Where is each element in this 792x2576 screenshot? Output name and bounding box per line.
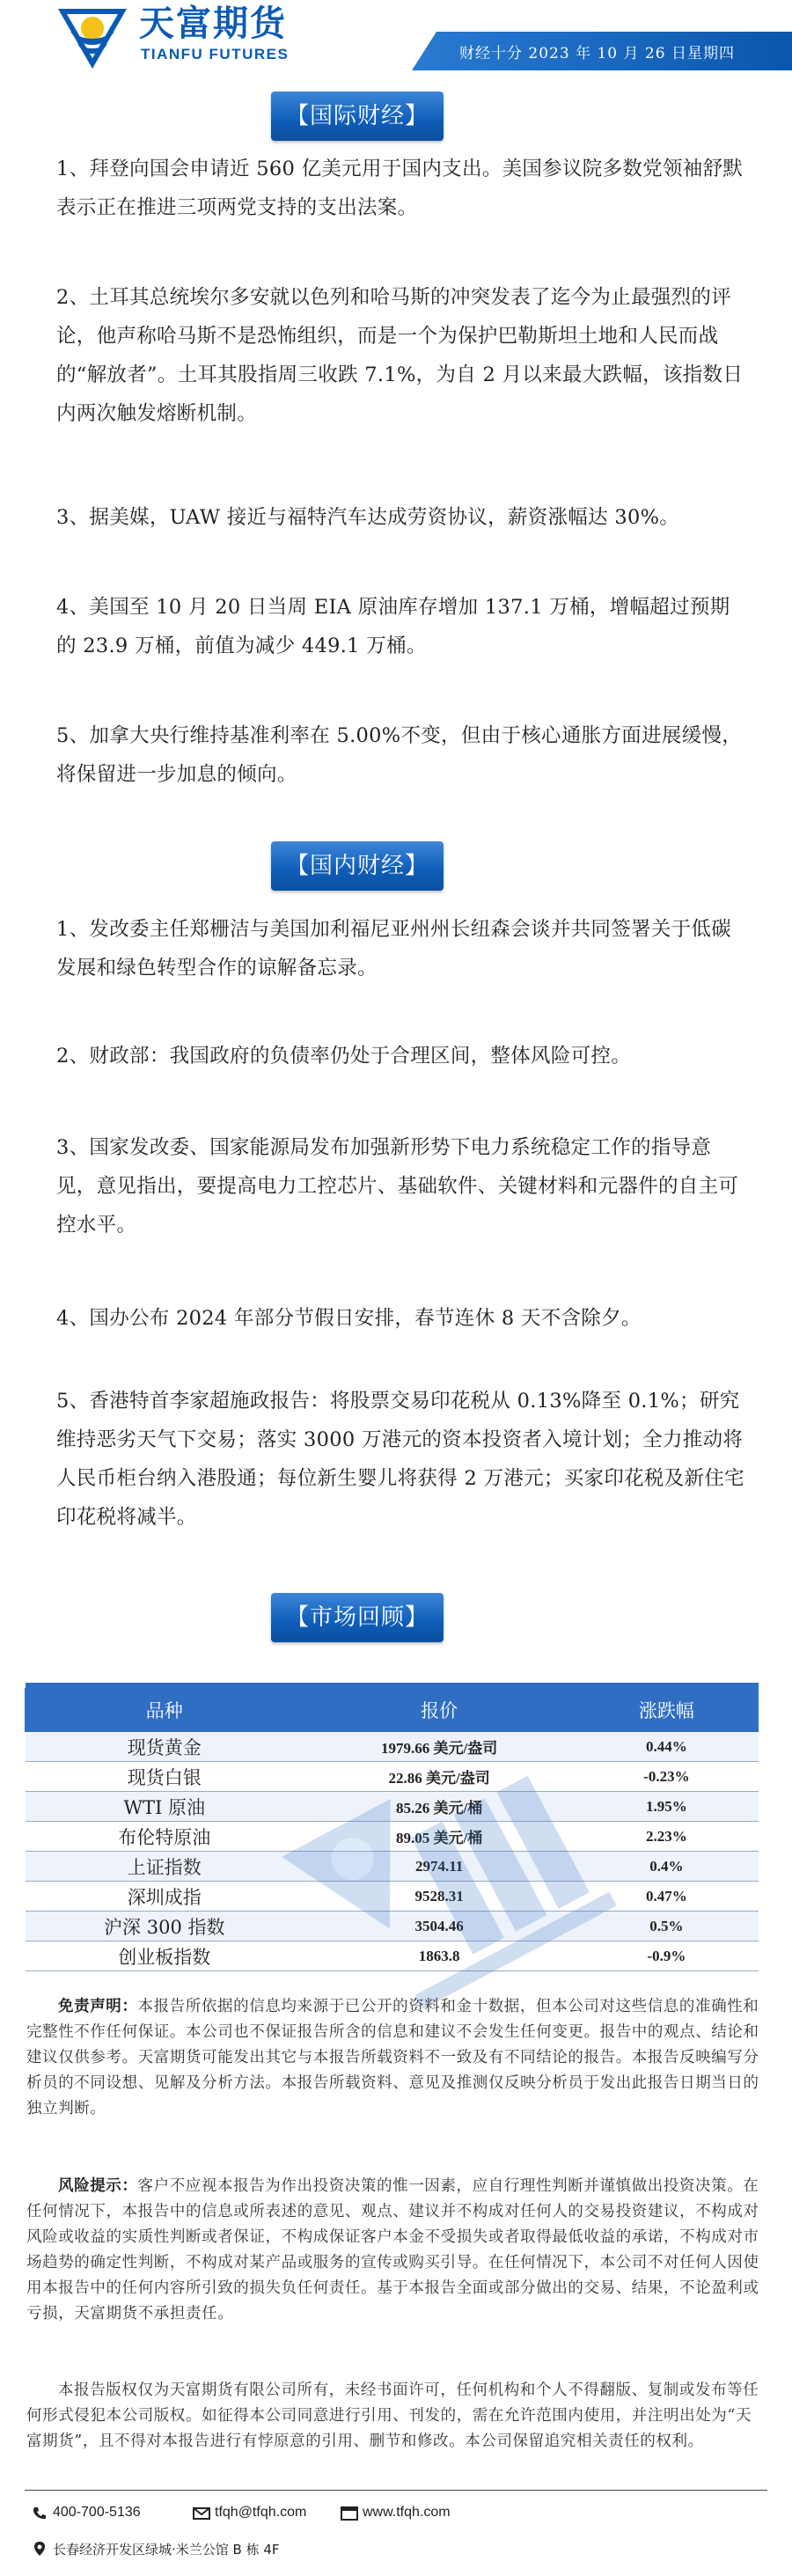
column-header-instrument: 品种 [26, 1689, 304, 1732]
section-title: 【国际财经】 [285, 103, 429, 129]
table-row [26, 1882, 759, 1912]
table-row [26, 1912, 759, 1941]
tianfu-logo-icon [55, 5, 130, 70]
disclaimer-text: 本报告所依据的信息均来源于已公开的资料和金十数据，但本公司对这些信息的准确性和完整性不作任何保证。本公司也不保证报告所含的信息和建议不会发生任何变更。报告中的观点、结论和建议仅供参考。天富期货可能发出其它与本报告所载资料不一致及有不同结论的报告。本报告反映编写分析员的不同设想、见解及分析方法。本报告所载资料、意见及推测仅反映分析员于发出此报告日期当日的独立判断。 [26, 1998, 759, 2117]
instrument-name: 现货黄金 [26, 1732, 304, 1762]
footer-divider [25, 2490, 767, 2491]
table-row [26, 1822, 759, 1852]
table-row [26, 1941, 759, 1971]
news-item: 3、据美媒，UAW 接近与福特汽车达成劳资协议，薪资涨幅达 30%。 [56, 506, 680, 529]
news-item: 4、美国至 10 月 20 日当周 EIA 原油库存增加 137.1 万桶，增幅超过预期的 23.9 万桶，前值为减少 449.1 万桶。 [56, 596, 730, 657]
instrument-price: 3504.46 [304, 1912, 575, 1941]
instrument-change: 0.5% [575, 1912, 758, 1941]
instrument-name: 沪深 300 指数 [26, 1912, 304, 1941]
news-item: 3、国家发改委、国家能源局发布加强新形势下电力系统稳定工作的指导意见，意见指出，要提高电力工控芯片、基础软件、关键材料和元器件的自主可控水平。 [56, 1136, 739, 1237]
column-header-change: 涨跌幅 [575, 1689, 758, 1732]
risk-warning-text: 客户不应视本报告为作出投资决策的惟一因素，应自行理性判断并谨慎做出投资决策。在任何情况下，本报告中的信息或所表述的意见、观点、建议并不构成对任何人的交易投资建议，不构成对风险或收益的实质性判断或者保证，不构成保证客户本金不受损失或者取得最低收益的承诺，不构成对市场趋势的确定性判断，不构成对某产品或服务的宣传或购买引导。在任何情况下，本公司不对任何人因使用本报告中的任何内容所引致的损失负任何责任。基于本报告全面或部分做出的交易、结果，不论盈利或亏损，天富期货不承担责任。 [26, 2177, 759, 2323]
table-row [26, 1852, 759, 1882]
table-row [26, 1762, 759, 1792]
phone-icon [30, 2506, 49, 2521]
footer-address: 长春经济开发区绿城·米兰公馆 B 栋 4F [53, 2542, 280, 2558]
table-row [26, 1732, 759, 1762]
section-banner-domestic [271, 841, 444, 891]
news-item: 4、国办公布 2024 年部分节假日安排，春节连休 8 天不含除夕。 [56, 1307, 642, 1330]
logo-chinese-name: 天富期货 [139, 4, 287, 44]
market-review-table [25, 1683, 759, 1971]
instrument-change: 0.44% [575, 1732, 758, 1762]
instrument-name: 布伦特原油 [26, 1822, 304, 1852]
instrument-price: 1979.66 美元/盎司 [304, 1732, 575, 1762]
email-icon [192, 2506, 211, 2521]
instrument-change: -0.9% [575, 1941, 758, 1971]
instrument-name: 深圳成指 [26, 1882, 304, 1912]
instrument-change: 0.4% [575, 1852, 758, 1882]
news-item: 1、拜登向国会申请近 560 亿美元用于国内支出。美国参议院多数党领袖舒默表示正在推进三项两党支持的支出法案。 [56, 158, 744, 219]
section-banner-international [271, 92, 444, 141]
news-item: 5、香港特首李家超施政报告：将股票交易印花税从 0.13%降至 0.1%；研究维持恶劣天气下交易；落实 3000 万港元的资本投资者入境计划；全力推动将人民币柜台纳入港股通；每位新生婴儿将获得 2 万港元；买家印花税及新住宅印花税将减半。 [56, 1390, 744, 1529]
news-item: 2、土耳其总统埃尔多安就以色列和哈马斯的冲突发表了迄今为止最强烈的评论，他声称哈马斯不是恐怖组织，而是一个为保护巴勒斯坦土地和人民而战的“解放者”。土耳其股指周三收跌 7.1%，为自 2 月以来最大跌幅，该指数日内两次触发熔断机制。 [56, 286, 744, 425]
instrument-price: 2974.11 [304, 1852, 575, 1882]
footer-email: tfqh@tfqh.com [215, 2505, 307, 2520]
section-title: 【市场回顾】 [285, 1604, 429, 1631]
disclaimer-label: 免责声明： [58, 1998, 138, 2015]
instrument-change: -0.23% [575, 1762, 758, 1792]
instrument-price: 22.86 美元/盎司 [304, 1762, 575, 1792]
location-icon [30, 2541, 49, 2557]
website-icon [340, 2506, 359, 2521]
report-date: 财经十分 2023 年 10 月 26 日星期四 [459, 45, 735, 62]
risk-warning-label: 风险提示： [58, 2177, 138, 2195]
news-item: 2、财政部：我国政府的负债率仍处于合理区间，整体风险可控。 [56, 1045, 632, 1068]
instrument-name: 上证指数 [26, 1852, 304, 1882]
instrument-name: 现货白银 [26, 1762, 304, 1792]
table-row [26, 1792, 759, 1822]
risk-warning-paragraph [26, 2174, 766, 2327]
instrument-price: 85.26 美元/桶 [304, 1792, 575, 1822]
section-banner-market [271, 1593, 444, 1642]
section-title: 【国内财经】 [285, 853, 429, 879]
footer-phone: 400-700-5136 [53, 2505, 141, 2520]
page-header [0, 0, 792, 79]
copyright-text: 本报告版权仅为天富期货有限公司所有，未经书面许可，任何机构和个人不得翻版、复制或发布等任何形式侵犯本公司版权。如征得本公司同意进行引用、刊发的，需在允许范围内使用，并注明出处为“天富期货”，且不得对本报告进行有悖原意的引用、删节和修改。本公司保留追究相关责任的权利。 [26, 2382, 759, 2450]
instrument-change: 2.23% [575, 1822, 758, 1852]
instrument-price: 9528.31 [304, 1882, 575, 1912]
instrument-name: 创业板指数 [26, 1941, 304, 1971]
disclaimer-paragraph [26, 1994, 766, 2122]
column-header-price: 报价 [304, 1689, 575, 1732]
logo-english-name: TIANFU FUTURES [141, 46, 290, 62]
copyright-paragraph [26, 2378, 766, 2455]
instrument-price: 1863.8 [304, 1941, 575, 1971]
instrument-change: 1.95% [575, 1792, 758, 1822]
instrument-price: 89.05 美元/桶 [304, 1822, 575, 1852]
footer-website: www.tfqh.com [363, 2505, 451, 2520]
news-item: 5、加拿大央行维持基准利率在 5.00%不变，但由于核心通胀方面进展缓慢，将保留进一步加息的倾向。 [56, 724, 743, 786]
news-item: 1、发改委主任郑栅洁与美国加利福尼亚州州长纽森会谈并共同签署关于低碳发展和绿色转型合作的谅解备忘录。 [56, 918, 732, 980]
instrument-change: 0.47% [575, 1882, 758, 1912]
instrument-name: WTI 原油 [26, 1792, 304, 1822]
